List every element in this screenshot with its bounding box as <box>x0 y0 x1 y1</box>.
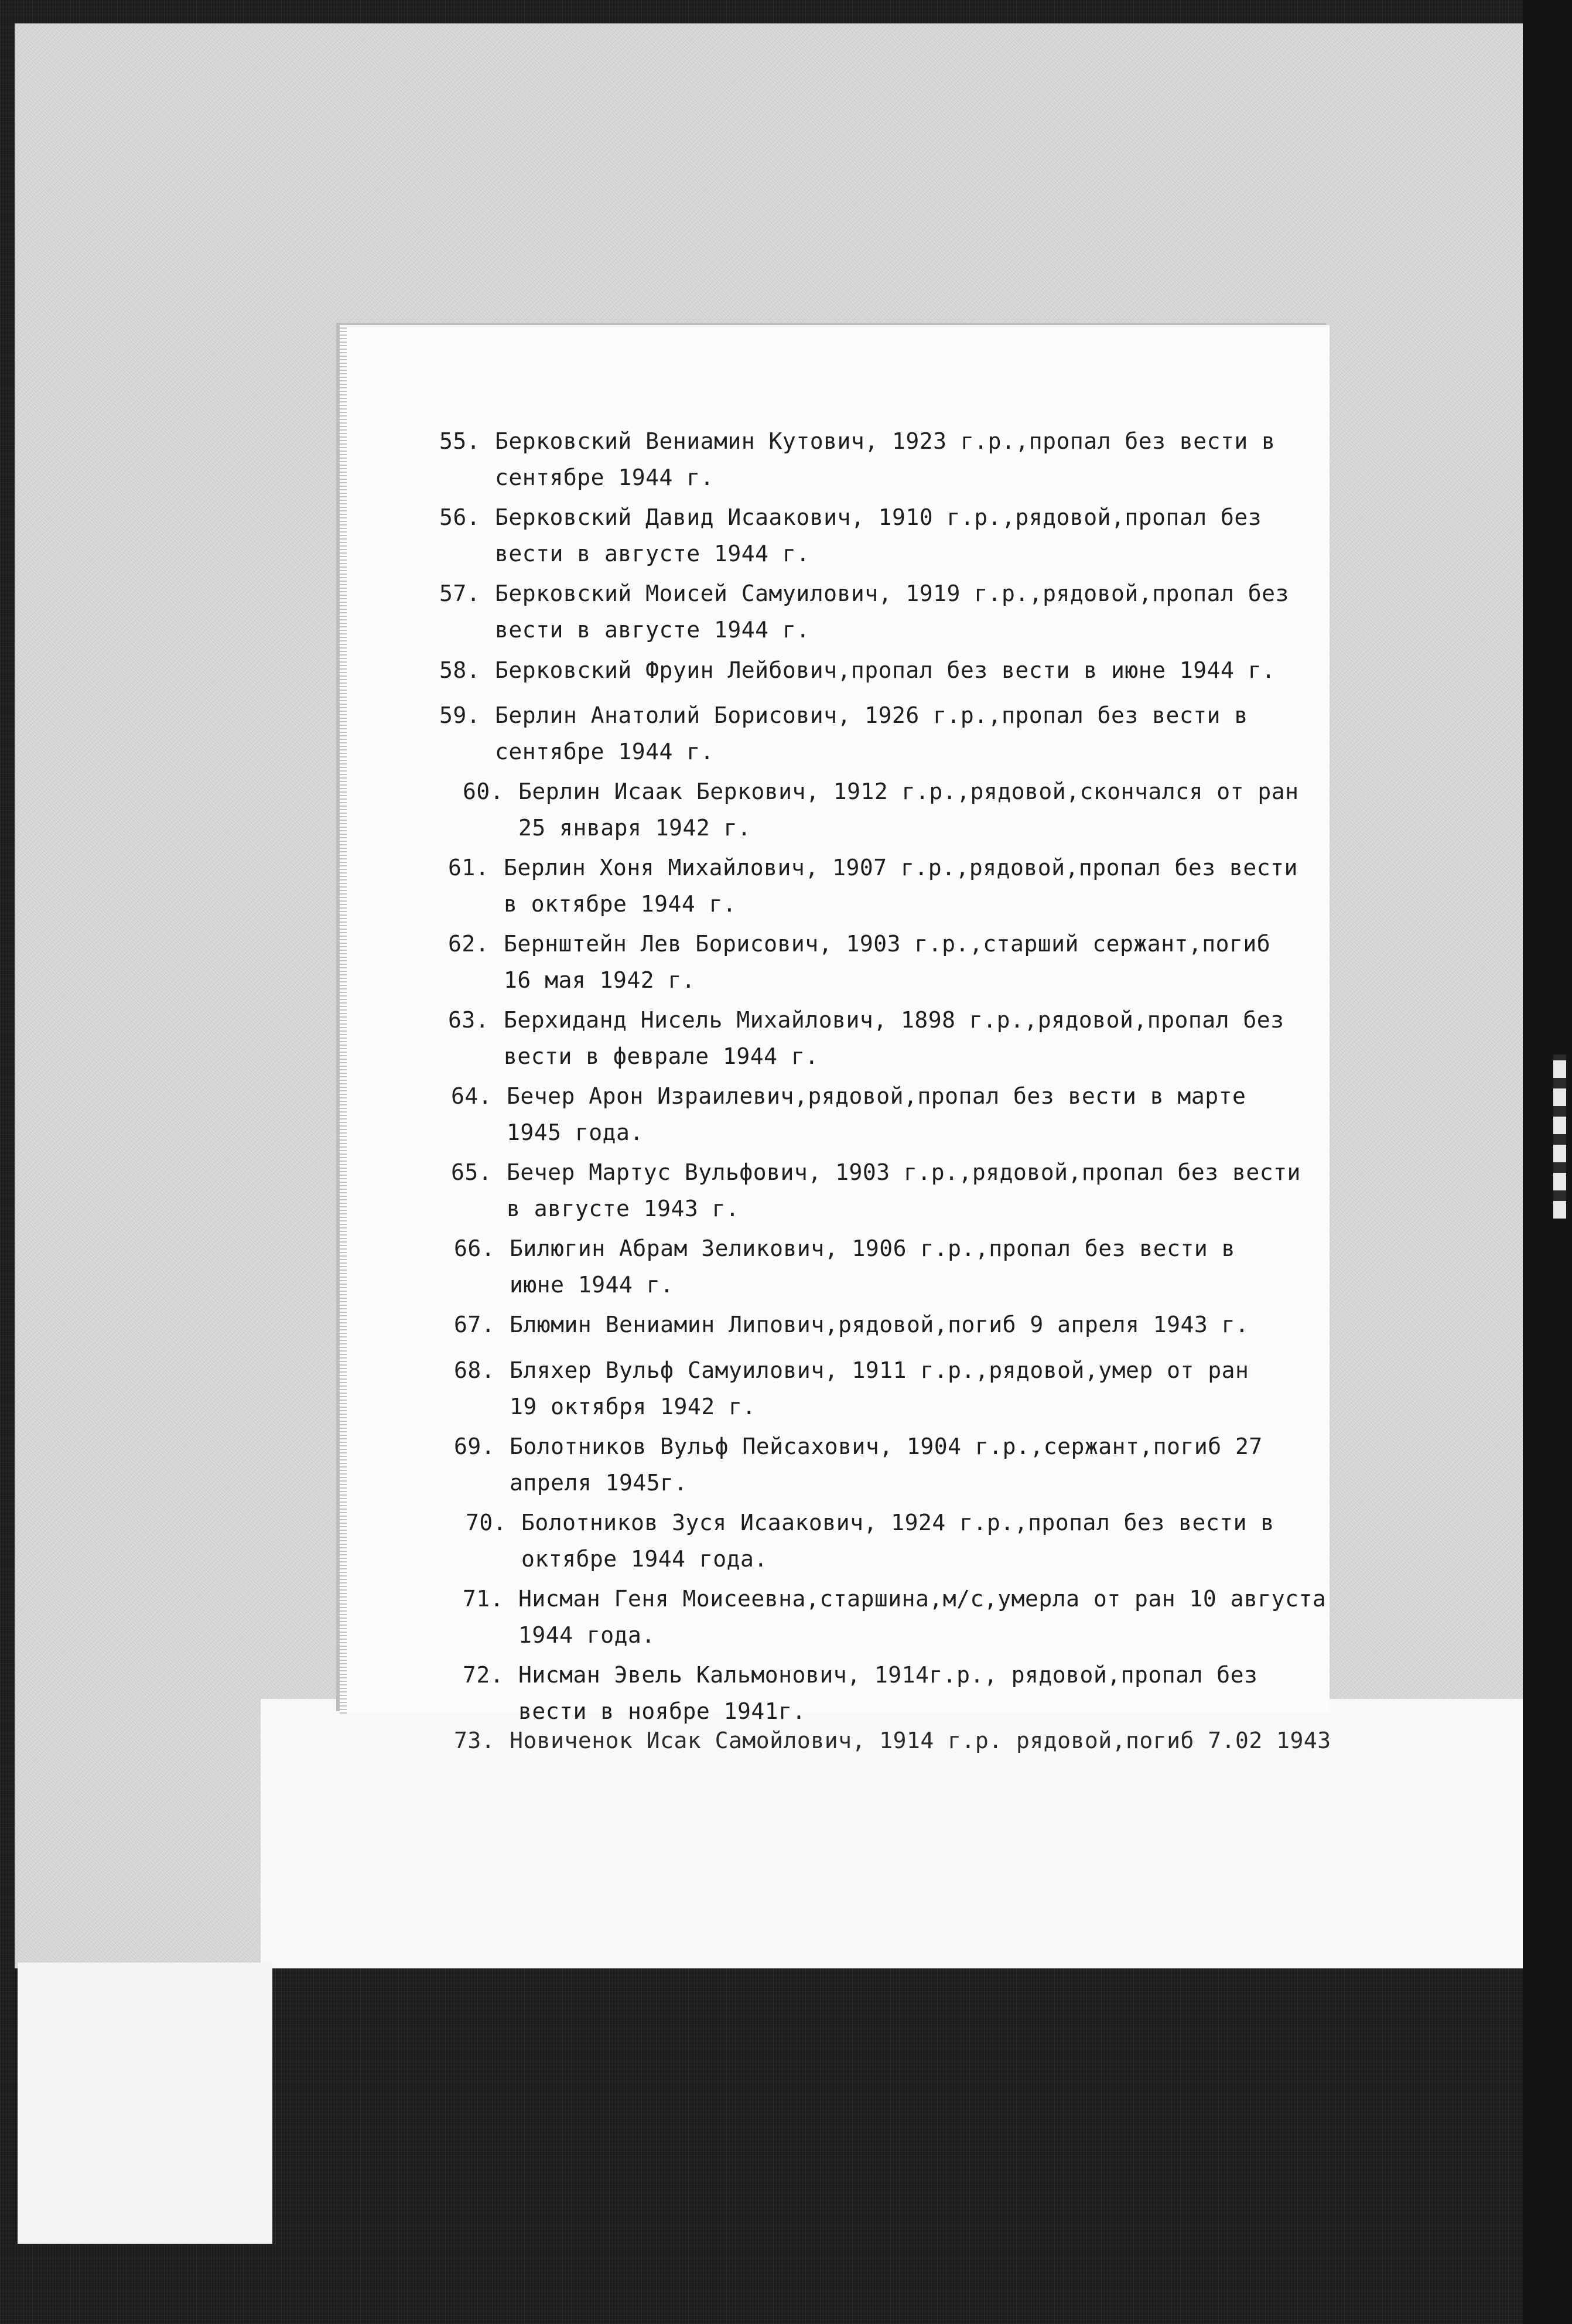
entry-number: 62. <box>448 931 490 957</box>
list-entry-62 <box>448 926 1270 998</box>
entry-text-continued: 19 октября 1942 г. <box>510 1394 756 1419</box>
entry-text: Берлин Исаак Беркович, 1912 г.р.,рядовой,скончался от ран <box>518 779 1299 804</box>
list-entry-56 <box>439 499 1262 572</box>
entry-number: 61. <box>448 855 490 881</box>
entry-text: Билюгин Абрам Зеликович, 1906 г.р.,пропал без вести в <box>510 1236 1236 1261</box>
list-entry-66 <box>454 1230 1235 1303</box>
entry-text: Нисман Геня Моисеевна,старшина,м/с,умерла от ран 10 августа <box>518 1586 1327 1612</box>
entry-number: 59. <box>439 702 481 728</box>
list-entry-70 <box>466 1504 1274 1577</box>
entry-text: Берковский Давид Исаакович, 1910 г.р.,рядовой,пропал без <box>495 504 1262 530</box>
entry-text-continued: апреля 1945г. <box>510 1470 688 1496</box>
entry-text-continued: октябре 1944 года. <box>521 1546 768 1572</box>
entry-number: 66. <box>454 1236 495 1261</box>
entry-number: 72. <box>463 1662 504 1688</box>
entry-number: 63. <box>448 1007 490 1033</box>
list-entry-72 <box>463 1657 1257 1729</box>
entry-number: 70. <box>466 1510 507 1535</box>
entry-text: Болотников Вульф Пейсахович, 1904 г.р.,сержант,погиб 27 <box>510 1434 1263 1459</box>
entry-text-continued: в октябре 1944 г. <box>504 891 737 917</box>
entry-text-continued: 1945 года. <box>507 1120 644 1145</box>
entry-number: 67. <box>454 1312 495 1337</box>
entry-text: Бернштейн Лев Борисович, 1903 г.р.,старший сержант,погиб <box>504 931 1271 957</box>
entry-number: 69. <box>454 1434 495 1459</box>
entry-text-continued: в августе 1943 г. <box>507 1196 740 1221</box>
entry-text-continued: вести в ноябре 1941г. <box>518 1698 806 1724</box>
list-entry-63 <box>448 1002 1284 1074</box>
entry-number: 60. <box>463 779 504 804</box>
list-entry-68 <box>454 1352 1249 1425</box>
entry-text: Нисман Эвель Кальмонович, 1914г.р., рядовой,пропал без <box>518 1662 1258 1688</box>
entry-text: Бляхер Вульф Самуилович, 1911 г.р.,рядовой,умер от ран <box>510 1357 1249 1383</box>
entry-text: Берковский Моисей Самуилович, 1919 г.р.,рядовой,пропал без <box>495 581 1289 606</box>
list-entry-64 <box>451 1078 1246 1151</box>
entry-text-continued: 16 мая 1942 г. <box>504 967 696 993</box>
list-entry-55 <box>439 423 1276 496</box>
list-entry-65 <box>451 1154 1301 1227</box>
entry-text: Новиченок Исак Самойлович, 1914 г.р. рядовой,погиб 7.02 1943 <box>510 1728 1331 1753</box>
entry-text: Бечер Арон Израилевич,рядовой,пропал без вести в марте <box>507 1083 1246 1109</box>
list-entry-59 <box>439 697 1248 770</box>
list-entry-73 <box>454 1722 1331 1759</box>
entry-text: Берковский Фруин Лейбович,пропал без вести в июне 1944 г. <box>495 657 1276 683</box>
entry-number: 65. <box>451 1159 493 1185</box>
entry-number: 68. <box>454 1357 495 1383</box>
entry-text-continued: вести в августе 1944 г. <box>495 617 810 643</box>
entry-number: 71. <box>463 1586 504 1612</box>
entry-number: 55. <box>439 428 481 454</box>
entry-number: 64. <box>451 1083 493 1109</box>
entry-text: Берковский Вениамин Кутович, 1923 г.р.,пропал без вести в <box>495 428 1276 454</box>
entry-text: Блюмин Вениамин Липович,рядовой,погиб 9 апреля 1943 г. <box>510 1312 1249 1337</box>
entry-text: Берхиданд Нисель Михайлович, 1898 г.р.,рядовой,пропал без <box>504 1007 1284 1033</box>
list-entry-58 <box>439 652 1276 688</box>
entry-number: 58. <box>439 657 481 683</box>
entry-text: Берлин Хоня Михайлович, 1907 г.р.,рядовой,пропал без вести <box>504 855 1298 881</box>
entry-text: Бечер Мартус Вульфович, 1903 г.р.,рядовой,пропал без вести <box>507 1159 1301 1185</box>
entry-text-continued: сентябре 1944 г. <box>495 465 715 490</box>
list-entry-67 <box>454 1306 1249 1343</box>
entry-text-continued: вести в августе 1944 г. <box>495 541 810 567</box>
entry-text-continued: 1944 года. <box>518 1622 655 1648</box>
list-entry-61 <box>448 849 1298 922</box>
list-entry-57 <box>439 575 1289 648</box>
entry-text: Болотников Зуся Исаакович, 1924 г.р.,пропал без вести в <box>521 1510 1274 1535</box>
entry-number: 73. <box>454 1728 495 1753</box>
entry-number: 57. <box>439 581 481 606</box>
entry-text-continued: июне 1944 г. <box>510 1272 674 1298</box>
entry-text-continued: вести в феврале 1944 г. <box>504 1043 819 1069</box>
entry-text: Берлин Анатолий Борисович, 1926 г.р.,пропал без вести в <box>495 702 1248 728</box>
list-entry-60 <box>463 773 1299 846</box>
list-entry-71 <box>463 1581 1326 1653</box>
entry-number: 56. <box>439 504 481 530</box>
list-entry-69 <box>454 1428 1263 1501</box>
entry-text-continued: 25 января 1942 г. <box>518 815 751 841</box>
entry-text-continued: сентябре 1944 г. <box>495 739 715 765</box>
